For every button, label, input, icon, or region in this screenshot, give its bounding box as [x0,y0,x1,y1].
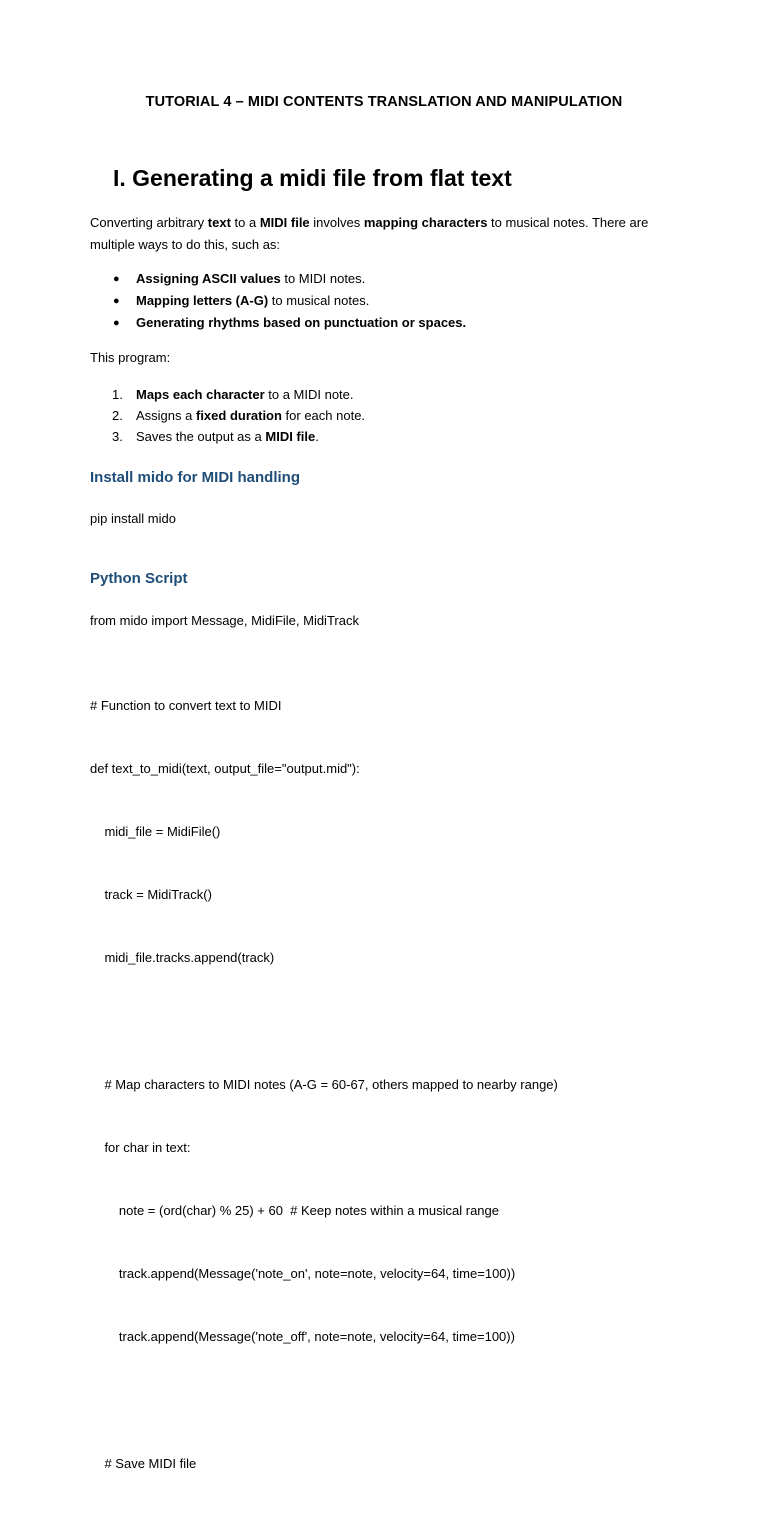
code-line: note = (ord(char) % 25) + 60 # Keep notes within a musical range [90,1203,499,1218]
code-line [90,1389,558,1411]
code-line: for char in text: [90,1140,191,1155]
bullet-icon: ● [113,273,120,285]
intro-line-2: multiple ways to do this, such as: [90,237,281,252]
document-title: TUTORIAL 4 – MIDI CONTENTS TRANSLATION AND MANIPULATION [145,94,623,110]
list-number: 1. [112,387,123,402]
code-line: midi_file = MidiFile() [90,824,221,839]
document-page: TUTORIAL 4 – MIDI CONTENTS TRANSLATION AND MANIPULATION I. Generating a midi file from flat text Converting arbitrary text to a MIDI file involves mapping characters to musical notes. There are multiple ways to do this, such as: ● Assigning ASCII values to MIDI notes. ● Mapping letters (A-G) to musical notes. ● Generating rhythms based on punctuation or spaces. This program: 1. Maps each character to a MIDI note. 2. Assigns a fixed duration for each note. 3. Saves the output as a MIDI file. Install mido for MIDI handling pip install mido Python Script from mido import Message, MidiFile, MidiTrack # Function to convert text to MIDI def text_to_midi(text, output_file="output.mid"): midi_file = MidiFile() track = MidiTrack() midi_file.tracks.append(track) # Map characters to MIDI notes (A-G = 60-67, others mapped to nearby range) for char in text: note = (ord(char) % 25) + 60 # Keep notes within a musical range track.append(Message('note_on', note=note, velocity=64, time=100)) track.append(Message('note_off', note=note, velocity=64, time=100)) # Save MIDI file [0,0,768,1024]
code-line: # Function to convert text to MIDI [90,698,282,713]
install-command: pip install mido [90,511,176,526]
list-number: 2. [112,408,123,423]
code-line: def text_to_midi(text, output_file="output.mid"): [90,761,360,776]
code-line [90,1010,558,1032]
section-heading: I. Generating a midi file from flat text [113,165,512,191]
code-line: track.append(Message('note_on', note=note, velocity=64, time=100)) [90,1266,516,1281]
intro-paragraph [90,212,648,256]
code-line: # Save MIDI file [90,1456,197,1471]
bullet-icon: ● [113,295,120,307]
script-heading: Python Script [90,570,188,587]
code-line: midi_file.tracks.append(track) [90,950,275,965]
code-import-line: from mido import Message, MidiFile, MidiTrack [90,613,359,628]
bullet-icon: ● [113,317,120,329]
list-number: 3. [112,429,123,444]
program-label: This program: [90,350,171,365]
intro-line-1: Converting arbitrary text to a MIDI file involves mapping characters to musical notes. There are [90,215,649,230]
install-heading: Install mido for MIDI handling [90,469,300,486]
code-block [90,653,558,1516]
code-line: track = MidiTrack() [90,887,212,902]
code-line: track.append(Message('note_off', note=note, velocity=64, time=100)) [90,1329,515,1344]
code-line: # Map characters to MIDI notes (A-G = 60-67, others mapped to nearby range) [90,1077,558,1092]
